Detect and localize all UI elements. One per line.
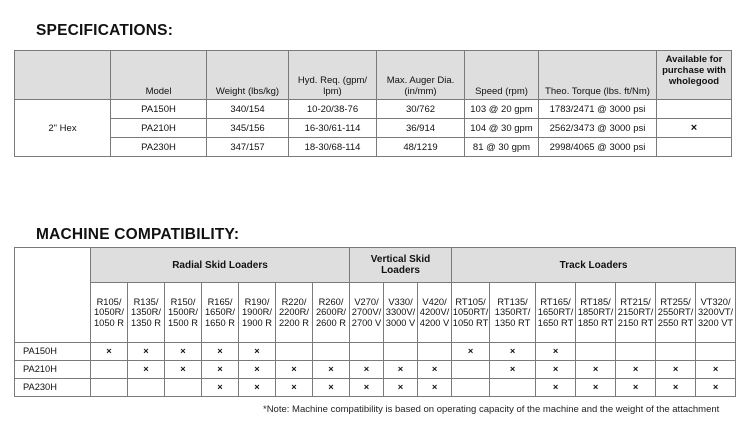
machine-header-line: 2700V/: [351, 307, 382, 318]
machine-header-line: 1350R/: [131, 307, 161, 318]
compat-mark: ×: [616, 361, 656, 379]
spec-cell: 18-30/68-114: [289, 138, 377, 157]
spec-cell: 347/157: [207, 138, 289, 157]
machine-header-line: 1900R/: [242, 307, 272, 318]
compat-mark: [656, 343, 696, 361]
compat-mark: [313, 343, 350, 361]
machine-header: [202, 283, 239, 343]
compat-mark: [452, 379, 490, 397]
compat-mark: ×: [384, 361, 418, 379]
spec-header-weight: Weight (lbs/kg): [207, 51, 289, 100]
compat-mark: ×: [202, 343, 239, 361]
machine-header-line: R105/: [96, 296, 122, 307]
compat-mark: ×: [536, 343, 576, 361]
machine-header-line: 1500 R: [168, 317, 198, 328]
machine-header-line: 3200VT/: [697, 307, 734, 318]
compatibility-table: [14, 247, 736, 397]
machine-header-line: RT215/: [620, 296, 651, 307]
spec-cell: PA230H: [111, 138, 207, 157]
machine-header-line: 4200 V: [419, 317, 450, 328]
machine-header-line: 4200V/: [419, 307, 450, 318]
spec-cell: PA210H: [111, 119, 207, 138]
machine-header-line: R190/: [244, 296, 270, 307]
machine-header-line: 1500R/: [168, 307, 198, 318]
compat-mark: [128, 379, 165, 397]
table-row: [15, 361, 736, 379]
machine-header-line: 2200R/: [279, 307, 309, 318]
compat-mark: [452, 361, 490, 379]
compat-row-model: PA210H: [15, 361, 91, 379]
machine-header-line: 1350 R: [131, 317, 161, 328]
compat-mark: [91, 379, 128, 397]
machine-header-line: 1050 RT: [452, 317, 489, 328]
compat-mark: ×: [536, 379, 576, 397]
machine-header-line: 1650 RT: [537, 317, 574, 328]
spec-cell: 104 @ 30 gpm: [465, 119, 539, 138]
compat-mark: ×: [656, 361, 696, 379]
specifications-title: SPECIFICATIONS:: [36, 22, 174, 39]
spec-header-auger: Max. Auger Dia. (in/mm): [377, 51, 465, 100]
machine-header: [165, 283, 202, 343]
machine-header: [696, 283, 736, 343]
machine-header-line: 2600R/: [316, 307, 346, 318]
machine-header-line: 1850RT/: [577, 307, 614, 318]
machine-header: [239, 283, 276, 343]
machine-header-line: V330/: [388, 296, 413, 307]
machine-header-line: 3200 VT: [697, 317, 734, 328]
machine-header-line: R260/: [318, 296, 344, 307]
machine-header-line: RT135/: [497, 296, 528, 307]
table-row: [15, 138, 732, 157]
machine-header-line: 1850 RT: [577, 317, 614, 328]
spec-cell: 2998/4065 @ 3000 psi: [539, 138, 657, 157]
machine-header-line: R135/: [133, 296, 159, 307]
compat-mark: ×: [384, 379, 418, 397]
machine-header: [452, 283, 490, 343]
machine-header-line: RT165/: [540, 296, 571, 307]
machine-header: [616, 283, 656, 343]
spec-cell: [657, 100, 732, 119]
compat-mark: ×: [490, 361, 536, 379]
spec-cell: 30/762: [377, 100, 465, 119]
table-row: [15, 100, 732, 119]
compat-mark: ×: [418, 379, 452, 397]
compat-mark: ×: [313, 379, 350, 397]
machine-header-line: 1350RT/: [494, 307, 531, 318]
compat-mark: [91, 361, 128, 379]
table-row: [15, 119, 732, 138]
machine-header: [418, 283, 452, 343]
machine-header-line: 2550 RT: [657, 317, 694, 328]
compat-mark: ×: [350, 379, 384, 397]
machine-header-line: V420/: [422, 296, 447, 307]
machine-header-line: 2700 V: [351, 317, 382, 328]
compat-mark: [384, 343, 418, 361]
hex-label: 2" Hex: [15, 100, 111, 157]
compat-mark: ×: [616, 379, 656, 397]
compat-mark: ×: [276, 361, 313, 379]
compat-mark: [350, 343, 384, 361]
compat-mark: [696, 343, 736, 361]
compat-mark: [616, 343, 656, 361]
machine-header: [276, 283, 313, 343]
machine-header-line: 1650 R: [205, 317, 235, 328]
compat-mark: ×: [202, 361, 239, 379]
machine-header-line: R150/: [170, 296, 196, 307]
machine-header-line: V270/: [354, 296, 379, 307]
machine-header-line: 1650R/: [205, 307, 235, 318]
compat-mark: [165, 379, 202, 397]
spec-cell: 2562/3473 @ 3000 psi: [539, 119, 657, 138]
spec-cell: 1783/2471 @ 3000 psi: [539, 100, 657, 119]
spec-cell: ×: [657, 119, 732, 138]
compat-mark: [490, 379, 536, 397]
compat-mark: ×: [165, 343, 202, 361]
spec-cell: [657, 138, 732, 157]
spec-header-model: Model: [111, 51, 207, 100]
group-radial-skid-loaders: Radial Skid Loaders: [91, 248, 350, 283]
machine-header-line: 2150RT/: [617, 307, 654, 318]
machine-header: [656, 283, 696, 343]
machine-header-line: 1050RT/: [452, 307, 489, 318]
compat-mark: ×: [536, 361, 576, 379]
spec-header-blank: [15, 51, 111, 100]
group-track-loaders: Track Loaders: [452, 248, 736, 283]
compat-row-model: PA230H: [15, 379, 91, 397]
spec-header-torque: Theo. Torque (lbs. ft/Nm): [539, 51, 657, 100]
spec-cell: 10-20/38-76: [289, 100, 377, 119]
spec-header-available: Available for purchase with wholegood: [657, 51, 732, 100]
compat-mark: [576, 343, 616, 361]
spec-cell: 36/914: [377, 119, 465, 138]
machine-header: [490, 283, 536, 343]
compat-mark: ×: [239, 379, 276, 397]
compat-mark: [276, 343, 313, 361]
machine-header: [128, 283, 165, 343]
machine-header-line: 1650RT/: [537, 307, 574, 318]
spec-cell: PA150H: [111, 100, 207, 119]
machine-header-line: R220/: [281, 296, 307, 307]
spec-cell: 103 @ 20 gpm: [465, 100, 539, 119]
table-row: [15, 379, 736, 397]
group-vertical-skid-loaders: Vertical Skid Loaders: [350, 248, 452, 283]
compat-mark: ×: [418, 361, 452, 379]
machine-header: [91, 283, 128, 343]
machine-header-line: RT185/: [580, 296, 611, 307]
compat-mark: ×: [350, 361, 384, 379]
machine-header-line: 1050 R: [94, 317, 124, 328]
spec-cell: 340/154: [207, 100, 289, 119]
machine-header: [576, 283, 616, 343]
compat-mark: ×: [490, 343, 536, 361]
compat-mark: ×: [128, 343, 165, 361]
compatibility-note: *Note: Machine compatibility is based on operating capacity of the machine and the weight of the attachment: [263, 404, 720, 415]
spec-cell: 16-30/61-114: [289, 119, 377, 138]
machine-header-line: R165/: [207, 296, 233, 307]
compat-mark: ×: [239, 361, 276, 379]
machine-header-line: 1050R/: [94, 307, 124, 318]
compat-mark: ×: [576, 379, 616, 397]
table-row: [15, 343, 736, 361]
compat-mark: ×: [452, 343, 490, 361]
compat-mark: ×: [276, 379, 313, 397]
spec-header-speed: Speed (rpm): [465, 51, 539, 100]
spec-cell: 345/156: [207, 119, 289, 138]
machine-header-line: RT255/: [660, 296, 691, 307]
machine-header: [384, 283, 418, 343]
compat-mark: ×: [165, 361, 202, 379]
machine-header-line: 1350 RT: [494, 317, 531, 328]
machine-header: [350, 283, 384, 343]
compat-mark: ×: [91, 343, 128, 361]
machine-header-line: 3300V/: [385, 307, 416, 318]
compat-mark: ×: [696, 361, 736, 379]
machine-header-line: 2550RT/: [657, 307, 694, 318]
compat-header-blank: [15, 248, 91, 343]
compat-mark: ×: [576, 361, 616, 379]
compat-mark: ×: [696, 379, 736, 397]
compat-mark: ×: [239, 343, 276, 361]
spec-cell: 81 @ 30 gpm: [465, 138, 539, 157]
compat-mark: ×: [313, 361, 350, 379]
machine-header-line: RT105/: [455, 296, 486, 307]
compat-mark: ×: [128, 361, 165, 379]
compat-mark: ×: [656, 379, 696, 397]
spec-cell: 48/1219: [377, 138, 465, 157]
machine-header-line: 3000 V: [385, 317, 416, 328]
machine-header: [313, 283, 350, 343]
machine-header-line: VT320/: [700, 296, 731, 307]
specifications-table: [14, 50, 732, 157]
compatibility-title: MACHINE COMPATIBILITY:: [36, 226, 240, 243]
machine-header-line: 2600 R: [316, 317, 346, 328]
spec-header-hyd: Hyd. Req. (gpm/ lpm): [289, 51, 377, 100]
compat-mark: ×: [202, 379, 239, 397]
compat-mark: [418, 343, 452, 361]
machine-header: [536, 283, 576, 343]
machine-header-line: 1900 R: [242, 317, 272, 328]
compat-row-model: PA150H: [15, 343, 91, 361]
machine-header-line: 2200 R: [279, 317, 309, 328]
machine-header-line: 2150 RT: [617, 317, 654, 328]
